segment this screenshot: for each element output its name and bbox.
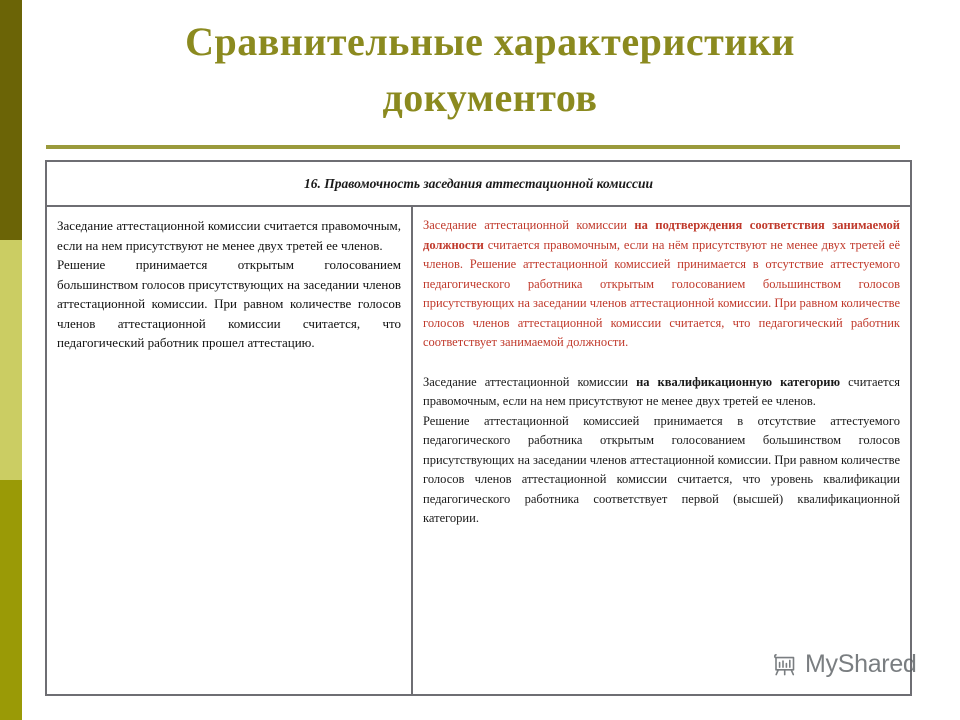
side-strip-segment-middle	[0, 240, 22, 480]
table-header-row	[47, 162, 910, 207]
slide-title-line-2: документов	[382, 75, 598, 120]
left-paragraph-2: Решение принимается открытым голосованием большинством голосов присутствующих на заседании членов аттестационной комиссии. При равном количестве голосов членов аттестационной комиссии считается, что педагогический работник прошел аттестацию.	[57, 257, 401, 350]
slide-title	[60, 14, 920, 126]
table-cell-left-old-document	[47, 207, 413, 694]
decorative-side-strip	[0, 0, 22, 720]
right-paragraph-1	[423, 216, 900, 353]
myshared-watermark	[772, 650, 917, 679]
side-strip-segment-top	[0, 0, 22, 240]
comparison-table	[45, 160, 912, 696]
right-p1-run-plain-lead: Заседание аттестационной комиссии	[423, 218, 635, 232]
right-p1-run-bold-emphasis: на подтверждения соответствия занимаемой должности	[423, 218, 900, 252]
slide-title-line-1: Сравнительные характеристики	[185, 19, 795, 64]
myshared-watermark-label: MyShared	[805, 650, 917, 678]
table-body-row	[47, 207, 910, 694]
right-p2-run-bold-emphasis: на квалификационную категорию	[636, 374, 841, 389]
presentation-board-icon	[772, 652, 798, 678]
right-paragraph-3: Решение аттестационной комиссией принимается в отсутствие аттестуемого педагогического работника открытым голосованием большинством голосов присутствующих на заседании членов аттестационной комиссии. При равном количестве голосов членов аттестационной комиссии считается, что уровень квалификации педагогического работника соответствует первой (высшей) квалификационной категории.	[423, 413, 900, 525]
table-cell-right-new-document	[413, 207, 910, 694]
right-p1-run-plain-tail: считается правомочным, если на нём присутствуют не менее двух третей её членов. Решение аттестационной комиссией принимается в отсутствие аттестуемого педагогического работника открытым голосованием большинством голосов присутствующих на заседании членов аттестационной комиссии. При равном количестве голосов членов аттестационной комиссии считается, что педагогический работник соответствует занимаемой должности.	[423, 237, 900, 349]
right-p2-run-plain-lead: Заседание аттестационной комиссии	[423, 374, 637, 389]
left-paragraph-1: Заседание аттестационной комиссии считается правомочным, если на нем присутствуют не менее двух третей ее членов.	[57, 218, 401, 253]
side-strip-segment-bottom	[0, 480, 22, 720]
right-paragraph-2	[423, 373, 900, 412]
title-divider-rule	[46, 145, 900, 149]
right-p2-run-plain-tail: считается правомочным, если на нем присутствуют не менее двух третей ее членов.	[423, 374, 901, 408]
table-header-label: 16. Правомочность заседания аттестационной комиссии	[304, 175, 653, 191]
right-column-paragraph-spacer	[423, 353, 900, 373]
